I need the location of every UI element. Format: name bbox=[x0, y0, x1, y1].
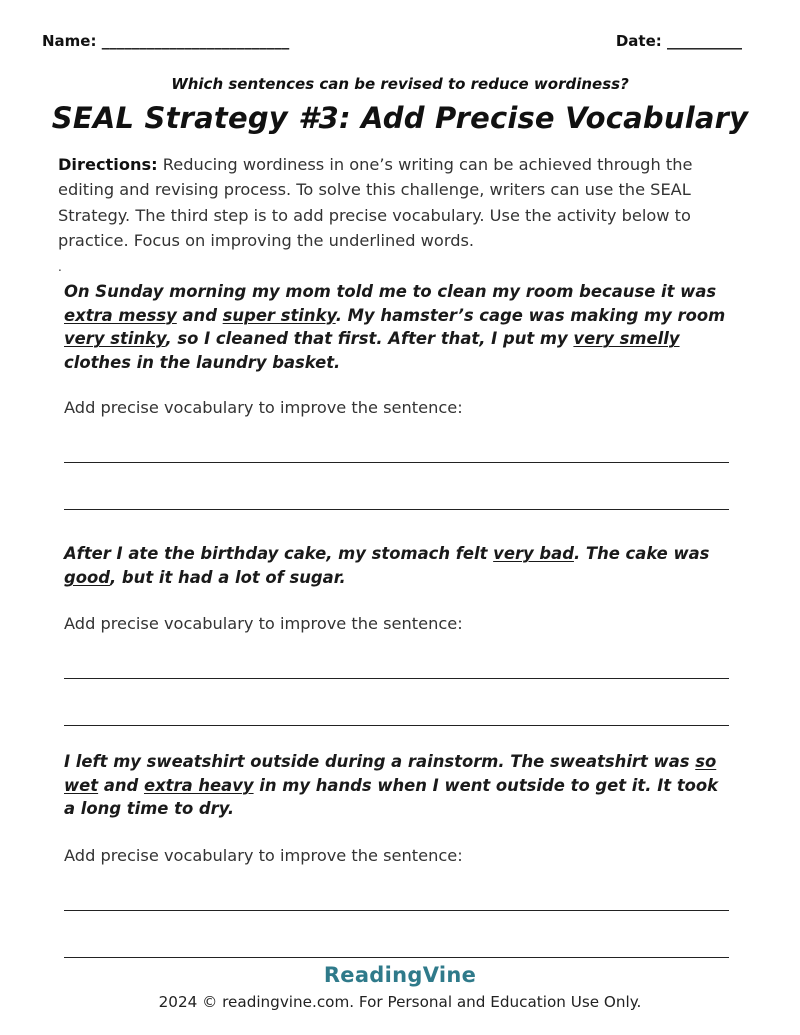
underlined-word: extra heavy bbox=[143, 775, 254, 795]
exercise-3 bbox=[64, 750, 734, 965]
sentence-text: On Sunday morning my mom told me to clean my room because it was bbox=[64, 282, 717, 301]
stray-mark: . bbox=[58, 260, 62, 274]
underlined-word: so wet bbox=[64, 752, 717, 795]
answer-line[interactable] bbox=[64, 957, 729, 958]
header-row bbox=[42, 32, 742, 54]
exercise-prompt: Add precise vocabulary to improve the sentence: bbox=[64, 614, 463, 633]
underlined-word: super stinky bbox=[222, 305, 336, 325]
name-field[interactable]: Name: _________________________ bbox=[42, 32, 290, 50]
sentence-text: . My hamster’s cage was making my room bbox=[335, 305, 726, 325]
answer-line[interactable] bbox=[64, 509, 729, 510]
exercise-sentence bbox=[64, 542, 734, 589]
directions-label: Directions: bbox=[58, 155, 158, 174]
sentence-text: , so I cleaned that first. After that, I put my bbox=[165, 329, 574, 349]
underlined-word: very bad bbox=[493, 544, 574, 563]
page-title: SEAL Strategy #3: Add Precise Vocabulary bbox=[51, 101, 749, 135]
sentence-text: clothes in the laundry basket. bbox=[64, 352, 341, 372]
exercise-1 bbox=[64, 280, 734, 515]
sentence-text: . The cake was bbox=[573, 544, 710, 563]
sentence-text: in my hands when I went outside to get it. It took a long time to dry. bbox=[64, 775, 719, 819]
exercise-sentence bbox=[64, 280, 734, 374]
underlined-word: very stinky bbox=[64, 329, 166, 349]
exercise-prompt: Add precise vocabulary to improve the sentence: bbox=[64, 398, 463, 417]
subtitle: Which sentences can be revised to reduce wordiness? bbox=[171, 75, 629, 93]
exercise-sentence bbox=[64, 750, 734, 821]
exercise-prompt: Add precise vocabulary to improve the sentence: bbox=[64, 846, 463, 865]
sentence-text: , but it had a lot of sugar. bbox=[110, 567, 346, 587]
underlined-word: good bbox=[64, 567, 110, 587]
answer-line[interactable] bbox=[64, 725, 729, 726]
date-field[interactable]: Date: __________ bbox=[615, 32, 742, 50]
readingvine-logo[interactable]: ReadingVine bbox=[323, 963, 477, 987]
directions bbox=[58, 152, 748, 254]
answer-line[interactable] bbox=[64, 678, 729, 679]
underlined-word: very smelly bbox=[573, 329, 680, 349]
exercise-2 bbox=[64, 542, 734, 732]
answer-line[interactable] bbox=[64, 462, 729, 463]
answer-line[interactable] bbox=[64, 910, 729, 911]
sentence-text: I left my sweatshirt outside during a rainstorm. The sweatshirt was bbox=[64, 752, 696, 771]
footer-copyright: 2024 © readingvine.com. For Personal and Education Use Only. bbox=[158, 993, 642, 1011]
directions-text: Reducing wordiness in one’s writing can be achieved through the editing and revising process. To solve this challenge, writers can use the SEAL Strategy. The third step is to add precise vocabulary. Use the activity below to practice. Focus on improving the underlined words. bbox=[58, 155, 693, 251]
sentence-text: and bbox=[98, 775, 144, 795]
sentence-text: After I ate the birthday cake, my stomach felt bbox=[64, 544, 494, 563]
underlined-word: extra messy bbox=[64, 305, 177, 325]
sentence-text: and bbox=[176, 305, 223, 325]
